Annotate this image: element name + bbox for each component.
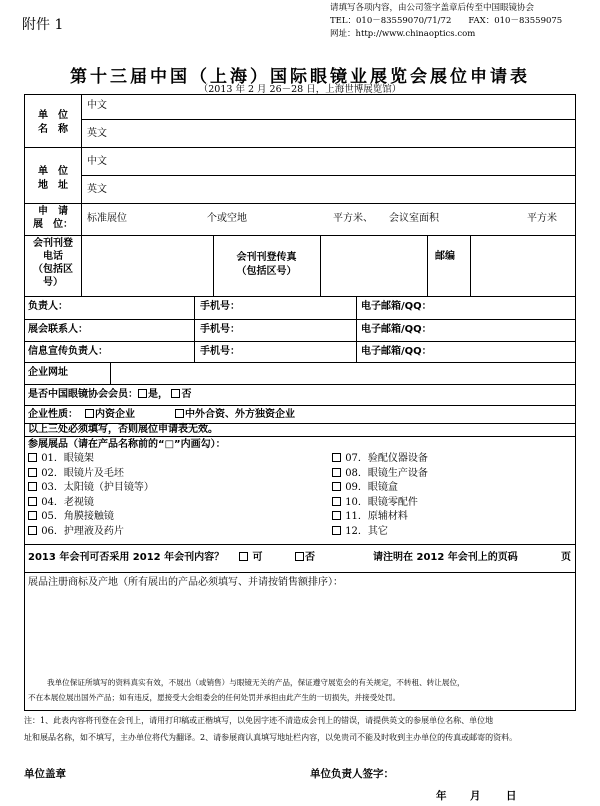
product-item xyxy=(28,482,154,494)
product-checkbox[interactable] xyxy=(332,453,341,462)
product-checkbox[interactable] xyxy=(332,482,341,491)
product-label: 10．眼镜零配件 xyxy=(345,496,418,508)
catalog-yes: 可 xyxy=(239,552,262,564)
address-chinese-label: 中文 xyxy=(87,156,107,167)
product-item xyxy=(332,497,418,509)
product-checkbox[interactable] xyxy=(332,526,341,535)
guarantee-line-2: 不在本展位展出国外产品；如有违反，愿接受大会组委会的任何处罚并承担由此产生的一切损失，并接受处罚。 xyxy=(28,693,401,702)
trademark-label: 展品注册商标及产地（所有展出的产品必须填写、并请按销售额排序）： xyxy=(28,577,343,588)
product-label: 07．验配仪器设备 xyxy=(345,453,428,464)
member-question: 是否中国眼镜协会会员： 是， 否 xyxy=(28,389,192,400)
nature-foreign: 中外合资、外方独资企业 xyxy=(175,409,295,421)
catalog-question: 2013 年会刊可否采用 2012 年会刊内容？ xyxy=(28,552,225,563)
guarantee-line-1: 我单位保证所填写的资料真实有效，不展出（或销售）与眼镜无关的产品，保证遵守展览会的有关规定，不转租、转让展位， xyxy=(47,678,465,687)
product-item xyxy=(28,511,114,523)
member-no-checkbox[interactable] xyxy=(171,389,180,398)
product-item xyxy=(28,526,124,538)
representative-label: 单位负责人签字： xyxy=(310,768,394,780)
page-subtitle: （2013 年 2 月 26－28 日，上海世博展览馆） xyxy=(198,84,402,95)
header-contact: TEL：010－83559070/71/72 FAX：010－83559075 xyxy=(330,16,563,26)
product-checkbox[interactable] xyxy=(28,453,37,462)
responsible-email-label: 电子邮箱/QQ： xyxy=(361,301,432,312)
product-item xyxy=(332,526,388,538)
product-item xyxy=(28,497,94,509)
fax-label: 会刊刊登传真 （包括区号） xyxy=(236,252,297,277)
unit-name-chinese-label: 中文 xyxy=(87,100,107,111)
info-mobile-label: 手机号： xyxy=(200,346,240,357)
nature-domestic: 内资企业 xyxy=(85,409,135,421)
product-label: 09．眼镜盒 xyxy=(345,482,398,493)
application-form xyxy=(24,94,576,711)
header-info xyxy=(330,2,562,41)
product-checkbox[interactable] xyxy=(28,482,37,491)
booth-units-label: 个或空地 xyxy=(207,213,247,224)
booth-label: 申 请 展 位： xyxy=(33,206,73,230)
product-label: 12．其它 xyxy=(345,525,388,537)
footnote-line-1: 注：1、此表内容将刊登在会刊上，请用打印稿或正楷填写，以免因字迹不清造成会刊上的错误，请提供英文的参展单位名称、单位地 xyxy=(24,716,494,725)
contact-email-label: 电子邮箱/QQ： xyxy=(361,324,432,335)
product-checkbox[interactable] xyxy=(28,497,37,506)
catalog-no-checkbox[interactable] xyxy=(295,552,304,561)
contact-mobile-label: 手机号： xyxy=(200,324,240,335)
products-header: 参展展品（请在产品名称前的“□”内画勾）： xyxy=(28,439,226,450)
info-email-label: 电子邮箱/QQ： xyxy=(361,346,432,357)
product-checkbox[interactable] xyxy=(28,526,37,535)
address-english-label: 英文 xyxy=(87,184,107,195)
page-title: 第十三届中国（上海）国际眼镜业展览会展位申请表 xyxy=(70,67,530,87)
product-item xyxy=(28,468,124,480)
header-website: 网址：http://www.chinaoptics.com xyxy=(330,29,476,39)
product-label: 11．原辅材料 xyxy=(345,511,408,522)
date-month: 月 xyxy=(470,790,481,802)
product-label: 03．太阳镜（护目镜等） xyxy=(41,482,154,493)
info-label: 信息宣传负责人： xyxy=(28,346,108,357)
product-item xyxy=(28,453,94,465)
product-checkbox[interactable] xyxy=(332,468,341,477)
postcode-label: 邮编 xyxy=(435,251,455,262)
product-label: 05．角膜接触镜 xyxy=(41,511,114,522)
phone-label: 会刊刊登 电话 （包括区 号） xyxy=(33,238,73,288)
date-year: 年 xyxy=(436,790,447,802)
catalog-no: 否 xyxy=(295,552,315,564)
nature-foreign-checkbox[interactable] xyxy=(175,409,184,418)
booth-standard-label: 标准展位 xyxy=(87,213,127,224)
product-label: 01．眼镜架 xyxy=(41,453,94,464)
product-checkbox[interactable] xyxy=(332,511,341,520)
website-label: 企业网址 xyxy=(28,367,68,378)
product-label: 06．护理液及药片 xyxy=(41,525,124,537)
product-item xyxy=(332,511,408,523)
product-label: 04．老视镜 xyxy=(41,496,94,508)
product-checkbox[interactable] xyxy=(28,511,37,520)
product-item xyxy=(332,453,428,465)
footnote-line-2: 址和展品名称，如不填写，主办单位将代为翻译。2、请参展商认真填写地址栏内容，以免贵司不能及时收到主办单位的传真或邮寄的资料。 xyxy=(24,733,518,742)
unit-name-english-label: 英文 xyxy=(87,128,107,139)
meeting-area-label: 会议室面积 xyxy=(389,213,439,224)
header-instruction: 请填写各项内容，由公司签字盖章后传至中国眼镜协会 xyxy=(330,3,535,13)
product-checkbox[interactable] xyxy=(28,468,37,477)
nature-domestic-checkbox[interactable] xyxy=(85,409,94,418)
required-note: 以上三处必须填写，否则展位申请表无效。 xyxy=(28,424,218,435)
footnote xyxy=(24,712,596,746)
responsible-label: 负责人： xyxy=(28,301,68,312)
catalog-yes-checkbox[interactable] xyxy=(239,552,248,561)
member-yes-label: 是， xyxy=(148,389,168,400)
member-yes-checkbox[interactable] xyxy=(138,389,147,398)
nature-label: 企业性质： xyxy=(28,409,78,420)
catalog-page-unit: 页 xyxy=(561,552,571,563)
date-day: 日 xyxy=(506,790,517,802)
attachment-label: 附件 1 xyxy=(22,17,64,33)
exhibit-contact-label: 展会联系人： xyxy=(28,324,88,335)
booth-sqm-label: 平方米、 xyxy=(333,213,373,224)
product-checkbox[interactable] xyxy=(332,497,341,506)
product-label: 02．眼镜片及毛坯 xyxy=(41,467,124,479)
product-item xyxy=(332,468,428,480)
meeting-sqm-label: 平方米 xyxy=(527,213,557,224)
unit-name-label: 单 位 名 称 xyxy=(38,110,68,135)
responsible-mobile-label: 手机号： xyxy=(200,301,240,312)
catalog-page-note: 请注明在 2012 年会刊上的页码 xyxy=(373,552,518,563)
address-label: 单 位 地 址 xyxy=(38,166,68,191)
product-label: 08．眼镜生产设备 xyxy=(345,467,428,479)
product-item xyxy=(332,482,398,494)
member-no-label: 否 xyxy=(181,389,192,400)
seal-label: 单位盖章 xyxy=(24,768,66,780)
